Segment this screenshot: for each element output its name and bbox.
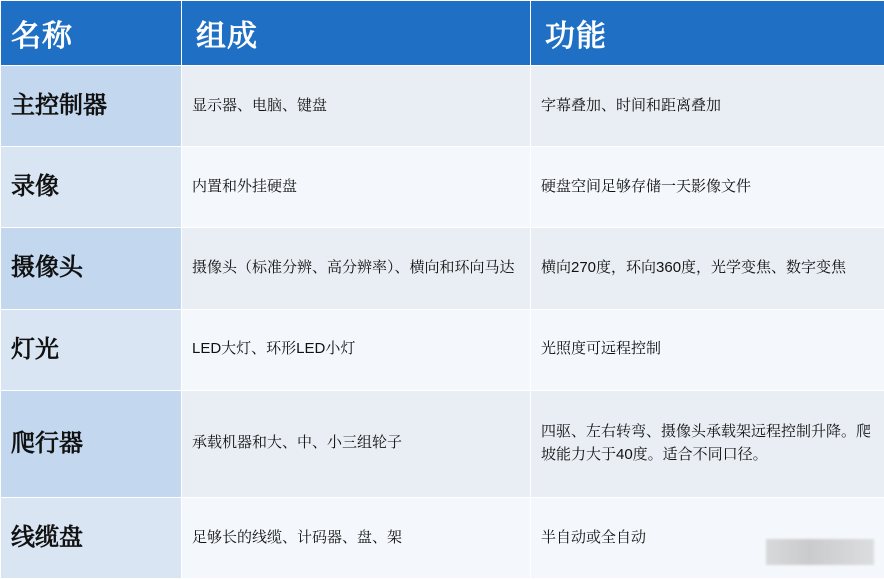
cell-name: 线缆盘	[1, 497, 182, 578]
table-row	[1, 390, 884, 497]
table-row	[1, 147, 884, 228]
table-header	[1, 1, 884, 66]
cell-function: 横向270度，环向360度，光学变焦、数字变焦	[531, 228, 884, 309]
cell-composition: 内置和外挂硬盘	[182, 147, 531, 228]
cell-name: 摄像头	[1, 228, 182, 309]
cell-function: 硬盘空间足够存储一天影像文件	[531, 147, 884, 228]
cell-composition: 承载机器和大、中、小三组轮子	[182, 390, 531, 497]
cell-composition: 足够长的线缆、计码器、盘、架	[182, 497, 531, 578]
table-row	[1, 497, 884, 578]
cell-name: 主控制器	[1, 66, 182, 147]
cell-function: 光照度可远程控制	[531, 309, 884, 390]
table-header-row	[1, 1, 884, 66]
cell-name: 录像	[1, 147, 182, 228]
column-header-function: 功能	[531, 1, 884, 66]
table-row	[1, 228, 884, 309]
cell-composition: LED大灯、环形LED小灯	[182, 309, 531, 390]
table-row	[1, 309, 884, 390]
column-header-composition: 组成	[182, 1, 531, 66]
cell-function: 四驱、左右转弯、摄像头承载架远程控制升降。爬坡能力大于40度。适合不同口径。	[531, 390, 884, 497]
cell-composition: 显示器、电脑、键盘	[182, 66, 531, 147]
cell-composition: 摄像头（标准分辨、高分辨率）、横向和环向马达	[182, 228, 531, 309]
table-row	[1, 66, 884, 147]
cell-name: 灯光	[1, 309, 182, 390]
table-body	[1, 66, 884, 579]
cell-function: 字幕叠加、时间和距离叠加	[531, 66, 884, 147]
cell-name: 爬行器	[1, 390, 182, 497]
column-header-name: 名称	[1, 1, 182, 66]
cell-function: 半自动或全自动	[531, 497, 884, 578]
